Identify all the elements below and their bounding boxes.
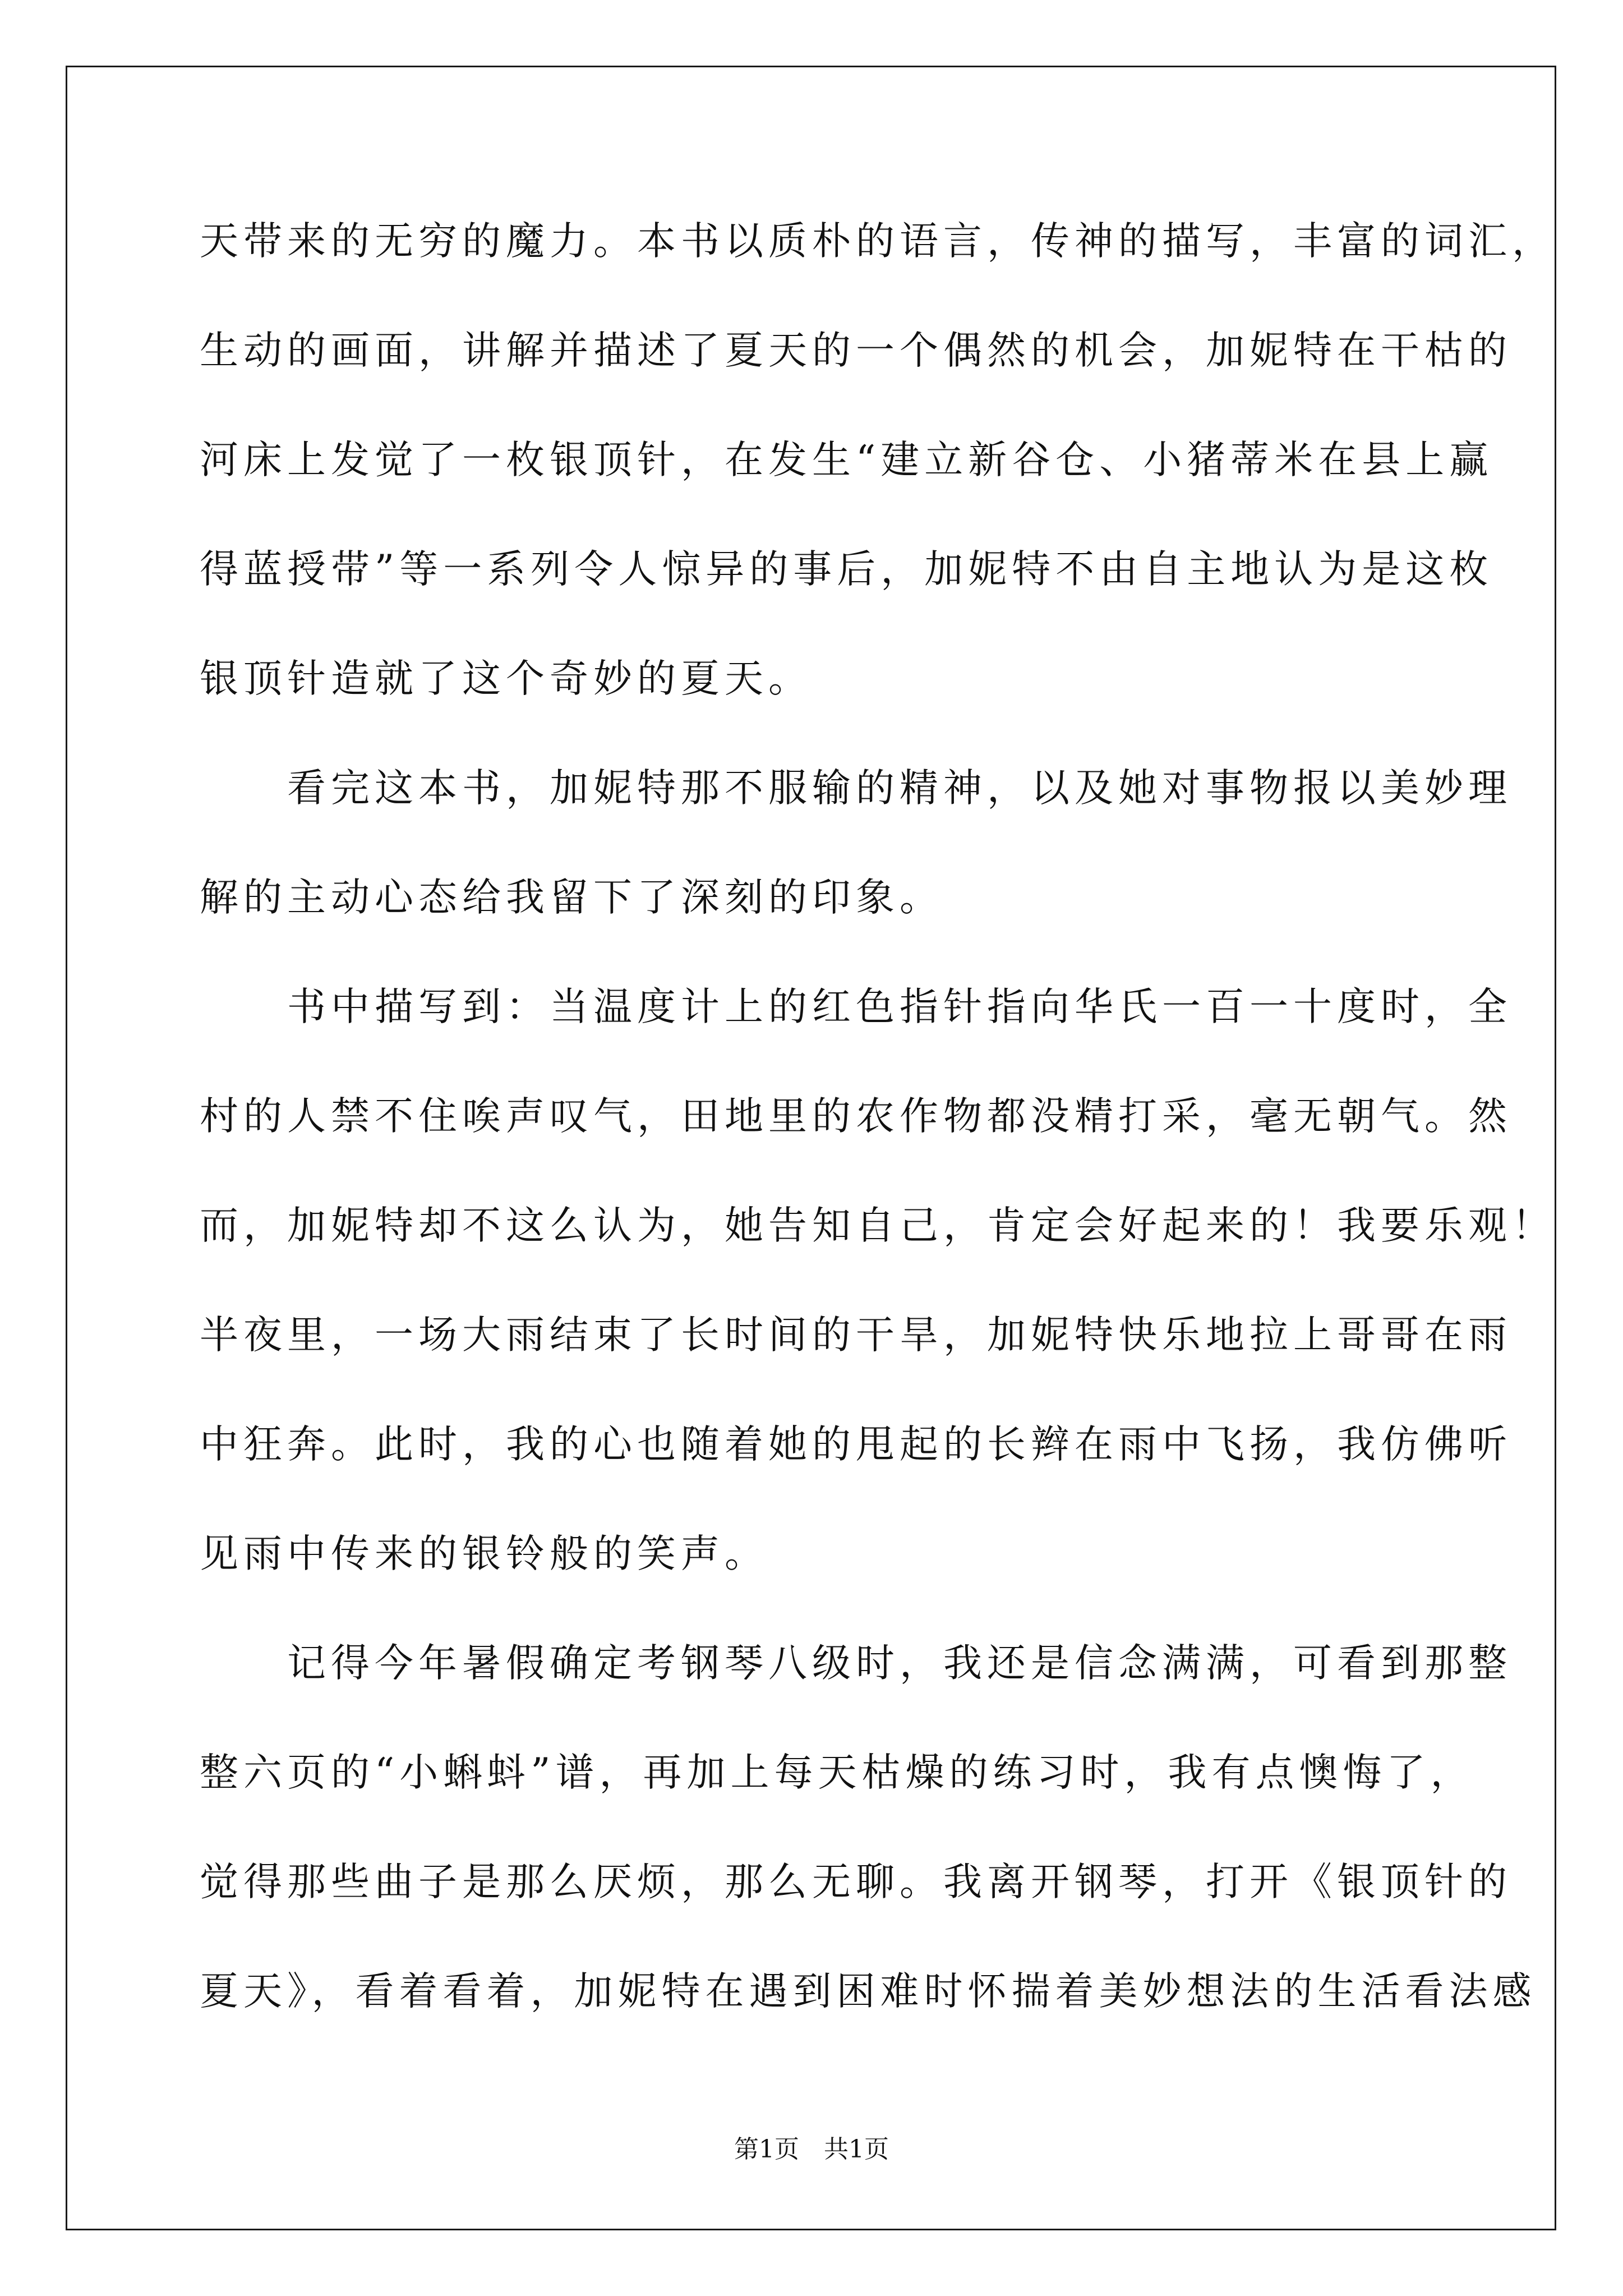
text-line: 村的人禁不住唉声叹气，田地里的农作物都没精打采，毫无朝气。然 xyxy=(200,1094,1512,1139)
text-line: 得蓝授带”等一系列令人惊异的事后，加妮特不由自主地认为是这枚 xyxy=(200,547,1493,592)
text-line: 解的主动心态给我留下了深刻的印象。 xyxy=(200,875,943,920)
text-line: 天带来的无穷的魔力。本书以质朴的语言，传神的描写，丰富的词汇， xyxy=(200,219,1556,264)
page-footer: 第1页 共1页 xyxy=(734,2135,889,2164)
text-line: 河床上发觉了一枚银顶针，在发生“建立新谷仓、小猪蒂米在县上赢 xyxy=(200,438,1493,482)
text-line: 银顶针造就了这个奇妙的夏天。 xyxy=(200,656,812,701)
text-line: 见雨中传来的银铃般的笑声。 xyxy=(200,1531,768,1576)
document-body xyxy=(200,187,1556,2046)
text-line: 夏天》，看着看着，加妮特在遇到困难时怀揣着美妙想法的生活看法感 xyxy=(200,1969,1537,2014)
text-line: 中狂奔。此时，我的心也随着她的甩起的长辫在雨中飞扬，我仿佛听 xyxy=(200,1422,1512,1467)
text-line: 书中描写到：当温度计上的红色指针指向华氏一百一十度时，全 xyxy=(200,984,1512,1029)
text-line: 看完这本书，加妮特那不服输的精神，以及她对事物报以美妙理 xyxy=(200,766,1512,811)
text-line: 整六页的“小蝌蚪”谱，再加上每天枯燥的练习时，我有点懊悔了， xyxy=(200,1750,1474,1795)
text-line: 半夜里，一场大雨结束了长时间的干旱，加妮特快乐地拉上哥哥在雨 xyxy=(200,1313,1512,1358)
text-line: 生动的画面，讲解并描述了夏天的一个偶然的机会，加妮特在干枯的 xyxy=(200,328,1512,373)
text-line: 记得今年暑假确定考钢琴八级时，我还是信念满满，可看到那整 xyxy=(200,1641,1512,1686)
text-line: 而，加妮特却不这么认为，她告知自己，肯定会好起来的！我要乐观！ xyxy=(200,1203,1556,1248)
text-line: 觉得那些曲子是那么厌烦，那么无聊。我离开钢琴，打开《银顶针的 xyxy=(200,1860,1512,1904)
